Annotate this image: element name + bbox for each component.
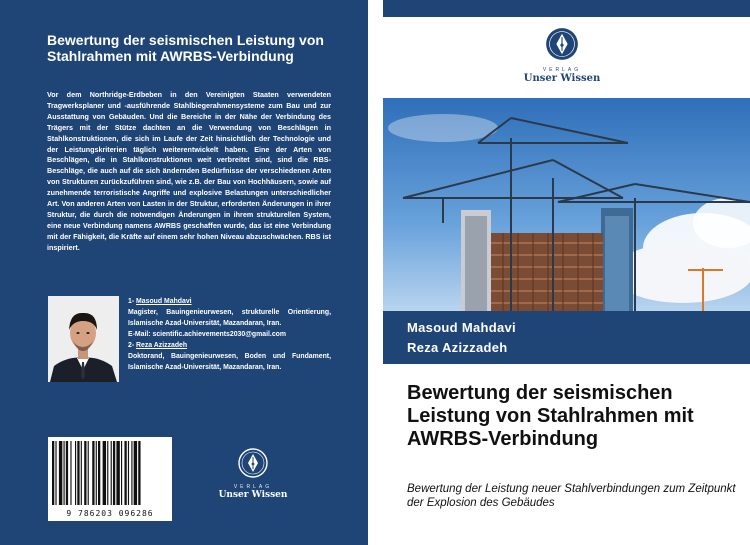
author-portrait-icon <box>48 296 119 382</box>
back-cover-title: Bewertung der seismischen Leistung von Stahlrahmen mit AWRBS-Verbindung <box>47 32 324 64</box>
back-cover-author-bios <box>128 296 331 373</box>
front-cover-top-bar <box>383 0 750 17</box>
publisher-name: Unser Wissen <box>218 490 288 500</box>
publisher-verlag-label: VERLAG <box>542 67 582 73</box>
author2-prefix: 2- <box>128 342 137 349</box>
front-cover-author-band <box>383 311 750 364</box>
author2-description: Doktorand, Bauingenieurwesen, Boden und Fundament, Islamische Azad-Universität, Mazandaran, Iran. <box>128 353 331 371</box>
author1-prefix: 1- <box>128 298 137 305</box>
isbn-digits: 9 786203 096286 <box>66 509 154 518</box>
construction-crane-illustration <box>383 98 750 311</box>
cover-photo-construction-cranes <box>383 98 750 311</box>
front-cover <box>383 0 750 545</box>
publisher-logo-back <box>218 448 288 500</box>
front-author-2: Reza Azizzadeh <box>407 340 508 355</box>
front-cover-title: Bewertung der seismischen Leistung von Stahlrahmen mit AWRBS-Verbindung <box>407 382 694 450</box>
publisher-logo-front <box>523 27 601 84</box>
isbn-barcode <box>48 437 172 521</box>
pen-nib-emblem-icon <box>545 27 579 61</box>
back-cover <box>0 0 368 545</box>
publisher-name: Unser Wissen <box>523 73 601 84</box>
author-photo <box>48 296 119 382</box>
front-author-1: Masoud Mahdavi <box>407 320 516 335</box>
publisher-verlag-label: VERLAG <box>233 484 273 490</box>
author2-name: Reza Azizzadeh <box>136 342 188 349</box>
back-cover-blurb: Vor dem Northridge-Erdbeben in den Vereinigten Staaten verwendeten Tragwerksplaner und -ausführende Stahlbiegerahmensysteme zum Bau und zur Ausstattung von Gebäuden. Und die Bereiche in der Nähe der Verbindung des Trägers mit der Stütze dachten an die Verwendung von Beschlägen in Stahlkonstruktionen, die sich im Laufe der Zeit hinsichtlich der Technologie und der Leistungskriterien täglich weiterentwickelt haben. Eine der Arten von Beschlägen, die in Stahlkonstruktionen weit verbreitet sind, sind die RBS-Beschläge, die auch auf die sich ändernden Bedürfnisse der verschiedenen Arten von Strukturen zurückzuführen sind, wie z.B. der Bau von Hochhäusern, sowie auf zunehmende terroristische Angriffe und explosive Belastungen unterschiedlicher Art. Von anderen Arten von Lasten in der Struktur, erforderten Änderungen in ihrer Struktur, die durch die notwendigen Änderungen in ihrem strukturellen System, eine neue Verbindung namens AWRBS geschaffen wurde, das ist eine Verbindung mit der Fähigkeit, die Kräfte auf einem sehr hohen Niveau abzuschwächen. RBS ist inspiriert. <box>47 90 331 252</box>
author1-name: Masoud Mahdavi <box>136 298 192 305</box>
front-cover-subtitle: Bewertung der Leistung neuer Stahlverbindungen zum Zeitpunkt der Explosion des Gebäudes <box>407 483 736 509</box>
pen-nib-emblem-icon <box>238 448 268 478</box>
author1-email: E-Mail: scientific.achievements2030@gmail.com <box>128 331 286 338</box>
author1-description: Magister, Bauingenieurwesen, strukturelle Orientierung, Islamische Azad-Universität, Mazandaran, Iran. <box>128 309 331 327</box>
barcode-icon <box>52 441 168 505</box>
